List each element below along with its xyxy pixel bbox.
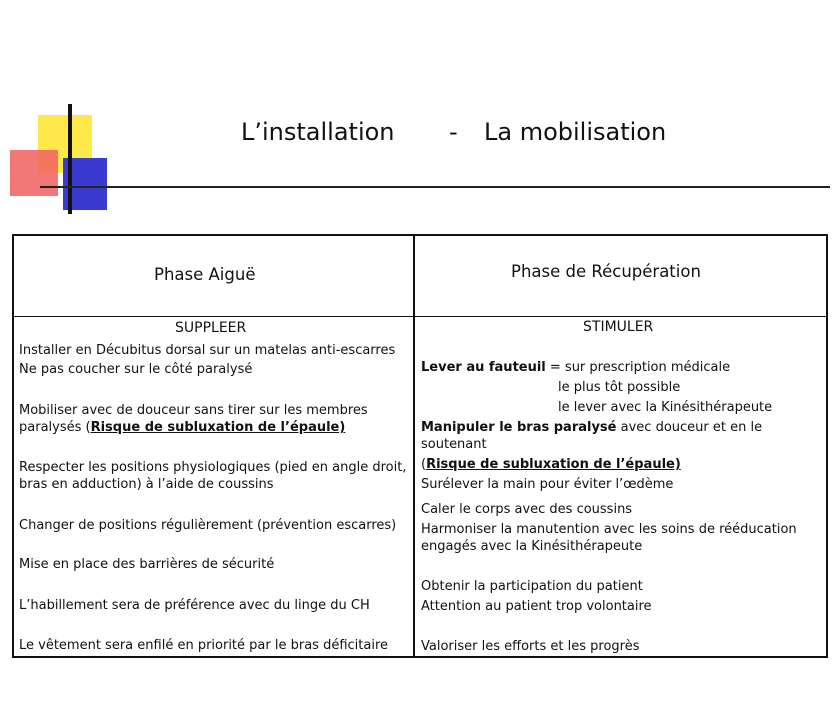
list-item	[421, 501, 797, 555]
right-item-2-line2	[421, 456, 821, 473]
table-header-divider	[12, 316, 828, 317]
title-separator: -	[449, 118, 458, 146]
left-item-1a: Installer en Décubitus dorsal sur un matelas anti-escarres	[19, 343, 396, 358]
left-item-1b: Ne pas coucher sur le côté paralysé	[19, 362, 253, 377]
left-item-6: L’habillement sera de préférence avec du linge du CH	[19, 598, 370, 613]
header-phase-recuperation: Phase de Récupération	[511, 262, 701, 281]
right-item-2-rest: avec douceur et en le soutenant	[421, 420, 763, 452]
phases-table	[12, 234, 828, 658]
left-item-2a: Mobiliser avec de douceur sans tirer sur les membres	[19, 403, 368, 418]
list-item	[421, 578, 652, 615]
table-border-right	[826, 234, 828, 658]
list-item	[421, 359, 821, 493]
title-mobilisation: La mobilisation	[484, 118, 667, 146]
right-item-2-paren: (	[421, 457, 427, 472]
table-column-divider	[413, 234, 415, 658]
list-item	[19, 342, 395, 378]
subluxation-risk-note-right: Risque de subluxation de l’épaule)	[426, 457, 681, 472]
label-suppleer: SUPPLEER	[175, 320, 247, 336]
title-installation: L’installation	[241, 118, 395, 146]
right-item-3: Surélever la main pour éviter l’œdème	[421, 477, 674, 492]
right-item-1-line2: le plus tôt possible	[558, 380, 681, 395]
subluxation-risk-note: Risque de subluxation de l’épaule)	[90, 420, 346, 435]
left-item-2b-text: paralysés (	[19, 420, 91, 435]
table-border-top	[12, 234, 828, 236]
list-item	[19, 402, 368, 436]
title-underline	[40, 186, 830, 188]
left-item-7: Le vêtement sera enfilé en priorité par le bras déficitaire	[19, 638, 388, 653]
left-item-5: Mise en place des barrières de sécurité	[19, 557, 275, 572]
list-item	[19, 459, 406, 493]
left-item-3a: Respecter les positions physiologiques (pied en angle droit,	[19, 460, 407, 475]
left-item-3b: bras en adduction) à l’aide de coussins	[19, 477, 274, 492]
vertical-rule	[68, 104, 72, 214]
right-item-4a: Caler le corps avec des coussins	[421, 502, 633, 517]
right-item-6: Valoriser les efforts et les progrès	[421, 639, 640, 654]
right-item-1-bold: Lever au fauteuil	[421, 360, 546, 375]
table-border-bottom	[12, 656, 828, 658]
right-item-5a: Obtenir la participation du patient	[421, 579, 643, 594]
right-item-2	[421, 419, 821, 453]
right-item-5b: Attention au patient trop volontaire	[421, 599, 652, 614]
table-border-left	[12, 234, 14, 658]
left-item-2b	[19, 419, 368, 436]
right-item-1-rest: = sur prescription médicale	[545, 360, 731, 375]
right-item-4b: Harmoniser la manutention avec les soins de rééducation	[421, 522, 797, 537]
header-phase-aigue: Phase Aiguë	[154, 265, 256, 284]
right-item-1	[421, 359, 821, 376]
red-square	[10, 150, 58, 196]
right-item-4c: engagés avec la Kinésithérapeute	[421, 539, 643, 554]
right-item-1-line3: le lever avec la Kinésithérapeute	[558, 400, 773, 415]
label-stimuler: STIMULER	[583, 319, 654, 335]
right-item-2-bold: Manipuler le bras paralysé	[421, 420, 617, 435]
left-item-4: Changer de positions régulièrement (prévention escarres)	[19, 518, 397, 533]
